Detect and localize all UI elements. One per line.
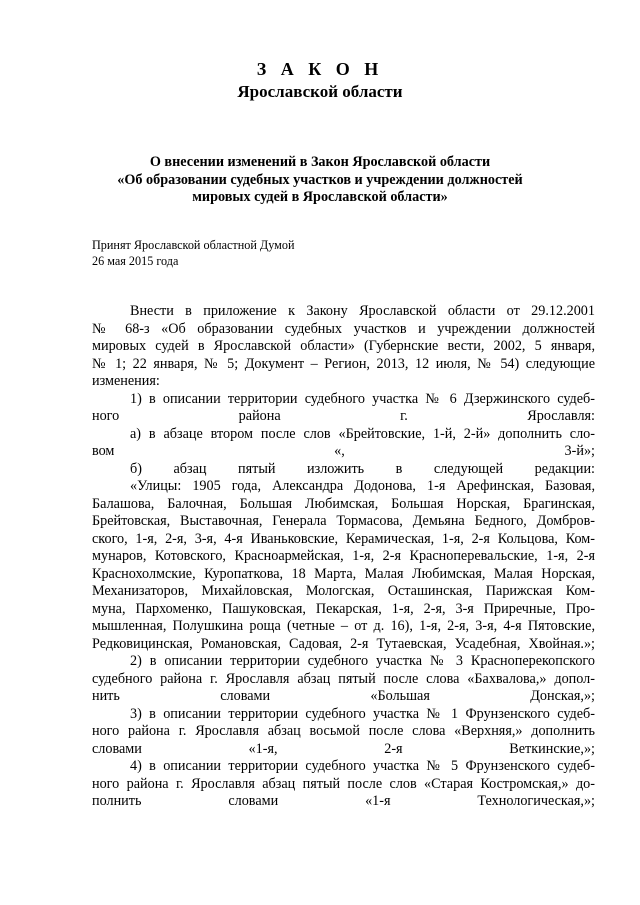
law-subject: [0, 154, 640, 207]
text-line: б) абзац пятый изложить в следующей редакции:: [130, 460, 595, 477]
subject-line: «Об образовании судебных участков и учреждении должностей: [117, 171, 523, 188]
adoption-note: [92, 237, 294, 269]
text-line: а) в абзаце втором после слов «Брейтовские, 1-й, 2-й» дополнить сло-: [130, 425, 595, 442]
text-line: полнить словами «1-я Технологическая,»;: [92, 793, 595, 809]
text-line: 1) в описании территории судебного участка № 6 Дзержинского судеб-: [130, 390, 595, 407]
intro-paragraph: [92, 303, 595, 391]
text-line: Балашова, Балочная, Большая Любимская, Большая Норская, Брагинская,: [92, 495, 595, 512]
text-line: 3) в описании территории судебного участка № 1 Фрунзенского судеб-: [130, 705, 595, 722]
text-line: ского, 1-я, 2-я, 3-я, 4-я Иваньковские, Керамическая, 1-я, 2-я Кольцова, Ком-: [92, 530, 595, 547]
text-line: ного района г. Ярославля:: [92, 408, 595, 424]
text-line: судебного района г. Ярославля абзац пятый после слова «Бахвалова,» допол-: [92, 670, 595, 687]
text-line: 2) в описании территории судебного участка № 3 Красноперекопского: [130, 653, 595, 669]
text-line: «Улицы: 1905 года, Александра Додонова, 1-я Арефинская, Базовая,: [130, 478, 595, 494]
item-1b-paragraph: [92, 461, 595, 479]
item-1a-paragraph: [92, 426, 595, 461]
text-line: Краснохолмские, Куропаткова, 18 Марта, Малая Любимская, Малая Норская,: [92, 565, 595, 582]
law-body: [92, 303, 595, 811]
text-line: ного района г. Ярославля абзац восьмой после слова «Верхняя,» дополнить: [92, 723, 595, 739]
law-title: З А К О Н: [256, 59, 384, 79]
text-line: ного района г. Ярославля абзац пятый после слов «Старая Костромская,» до-: [92, 775, 595, 792]
text-line: изменения:: [92, 373, 160, 389]
item-4-paragraph: [92, 758, 595, 811]
text-line: Брейтовская, Выставочная, Генерала Тормасова, Демьяна Бедного, Домбров-: [92, 513, 595, 529]
streets-paragraph: [92, 478, 595, 653]
text-line: словами «1-я, 2-я Веткинские,»;: [92, 740, 595, 757]
text-line: Внести в приложение к Закону Ярославской области от 29.12.2001: [130, 303, 595, 319]
adoption-line: Принят Ярославской областной Думой: [92, 238, 295, 252]
text-line: муна, Пархоменко, Пашуковская, Пекарская, 1-я, 2-я, 3-я Приречные, Про-: [92, 600, 595, 617]
text-line: Редковицинская, Романовская, Садовая, 2-я Тутаевская, Усадебная, Хвойная.»;: [92, 635, 595, 652]
item-2-paragraph: [92, 653, 595, 706]
item-1-paragraph: [92, 391, 595, 426]
item-3-paragraph: [92, 706, 595, 759]
adoption-date: 26 мая 2015 года: [92, 254, 179, 268]
subject-line: мировых судей в Ярославской области»: [192, 189, 448, 205]
text-line: № 1; 22 января, № 5; Документ – Регион, 2013, 12 июля, № 54) следующие: [92, 355, 595, 372]
text-line: мировых судей в Ярославской области» (Губернские вести, 2002, 5 января,: [92, 338, 595, 354]
text-line: № 68-з «Об образовании судебных участков и учреждении должностей: [92, 320, 595, 337]
subject-line: О внесении изменений в Закон Ярославской области: [149, 154, 491, 170]
text-line: вом «, 3-й»;: [92, 443, 595, 459]
text-line: Механизаторов, Михайловская, Мологская, Осташинская, Парижская Ком-: [92, 583, 595, 599]
text-line: нить словами «Большая Донская,»;: [92, 688, 595, 704]
law-region: Ярославской области: [237, 82, 403, 101]
text-line: мунаров, Котовского, Красноармейская, 1-я, 2-я Красноперевальские, 1-я, 2-я: [92, 548, 595, 564]
text-line: 4) в описании территории судебного участка № 5 Фрунзенского судеб-: [130, 758, 595, 774]
text-line: мышленная, Полушкина роща (четные – от д. 16), 1-я, 2-я, 3-я, 4-я Пятовские,: [92, 618, 595, 634]
